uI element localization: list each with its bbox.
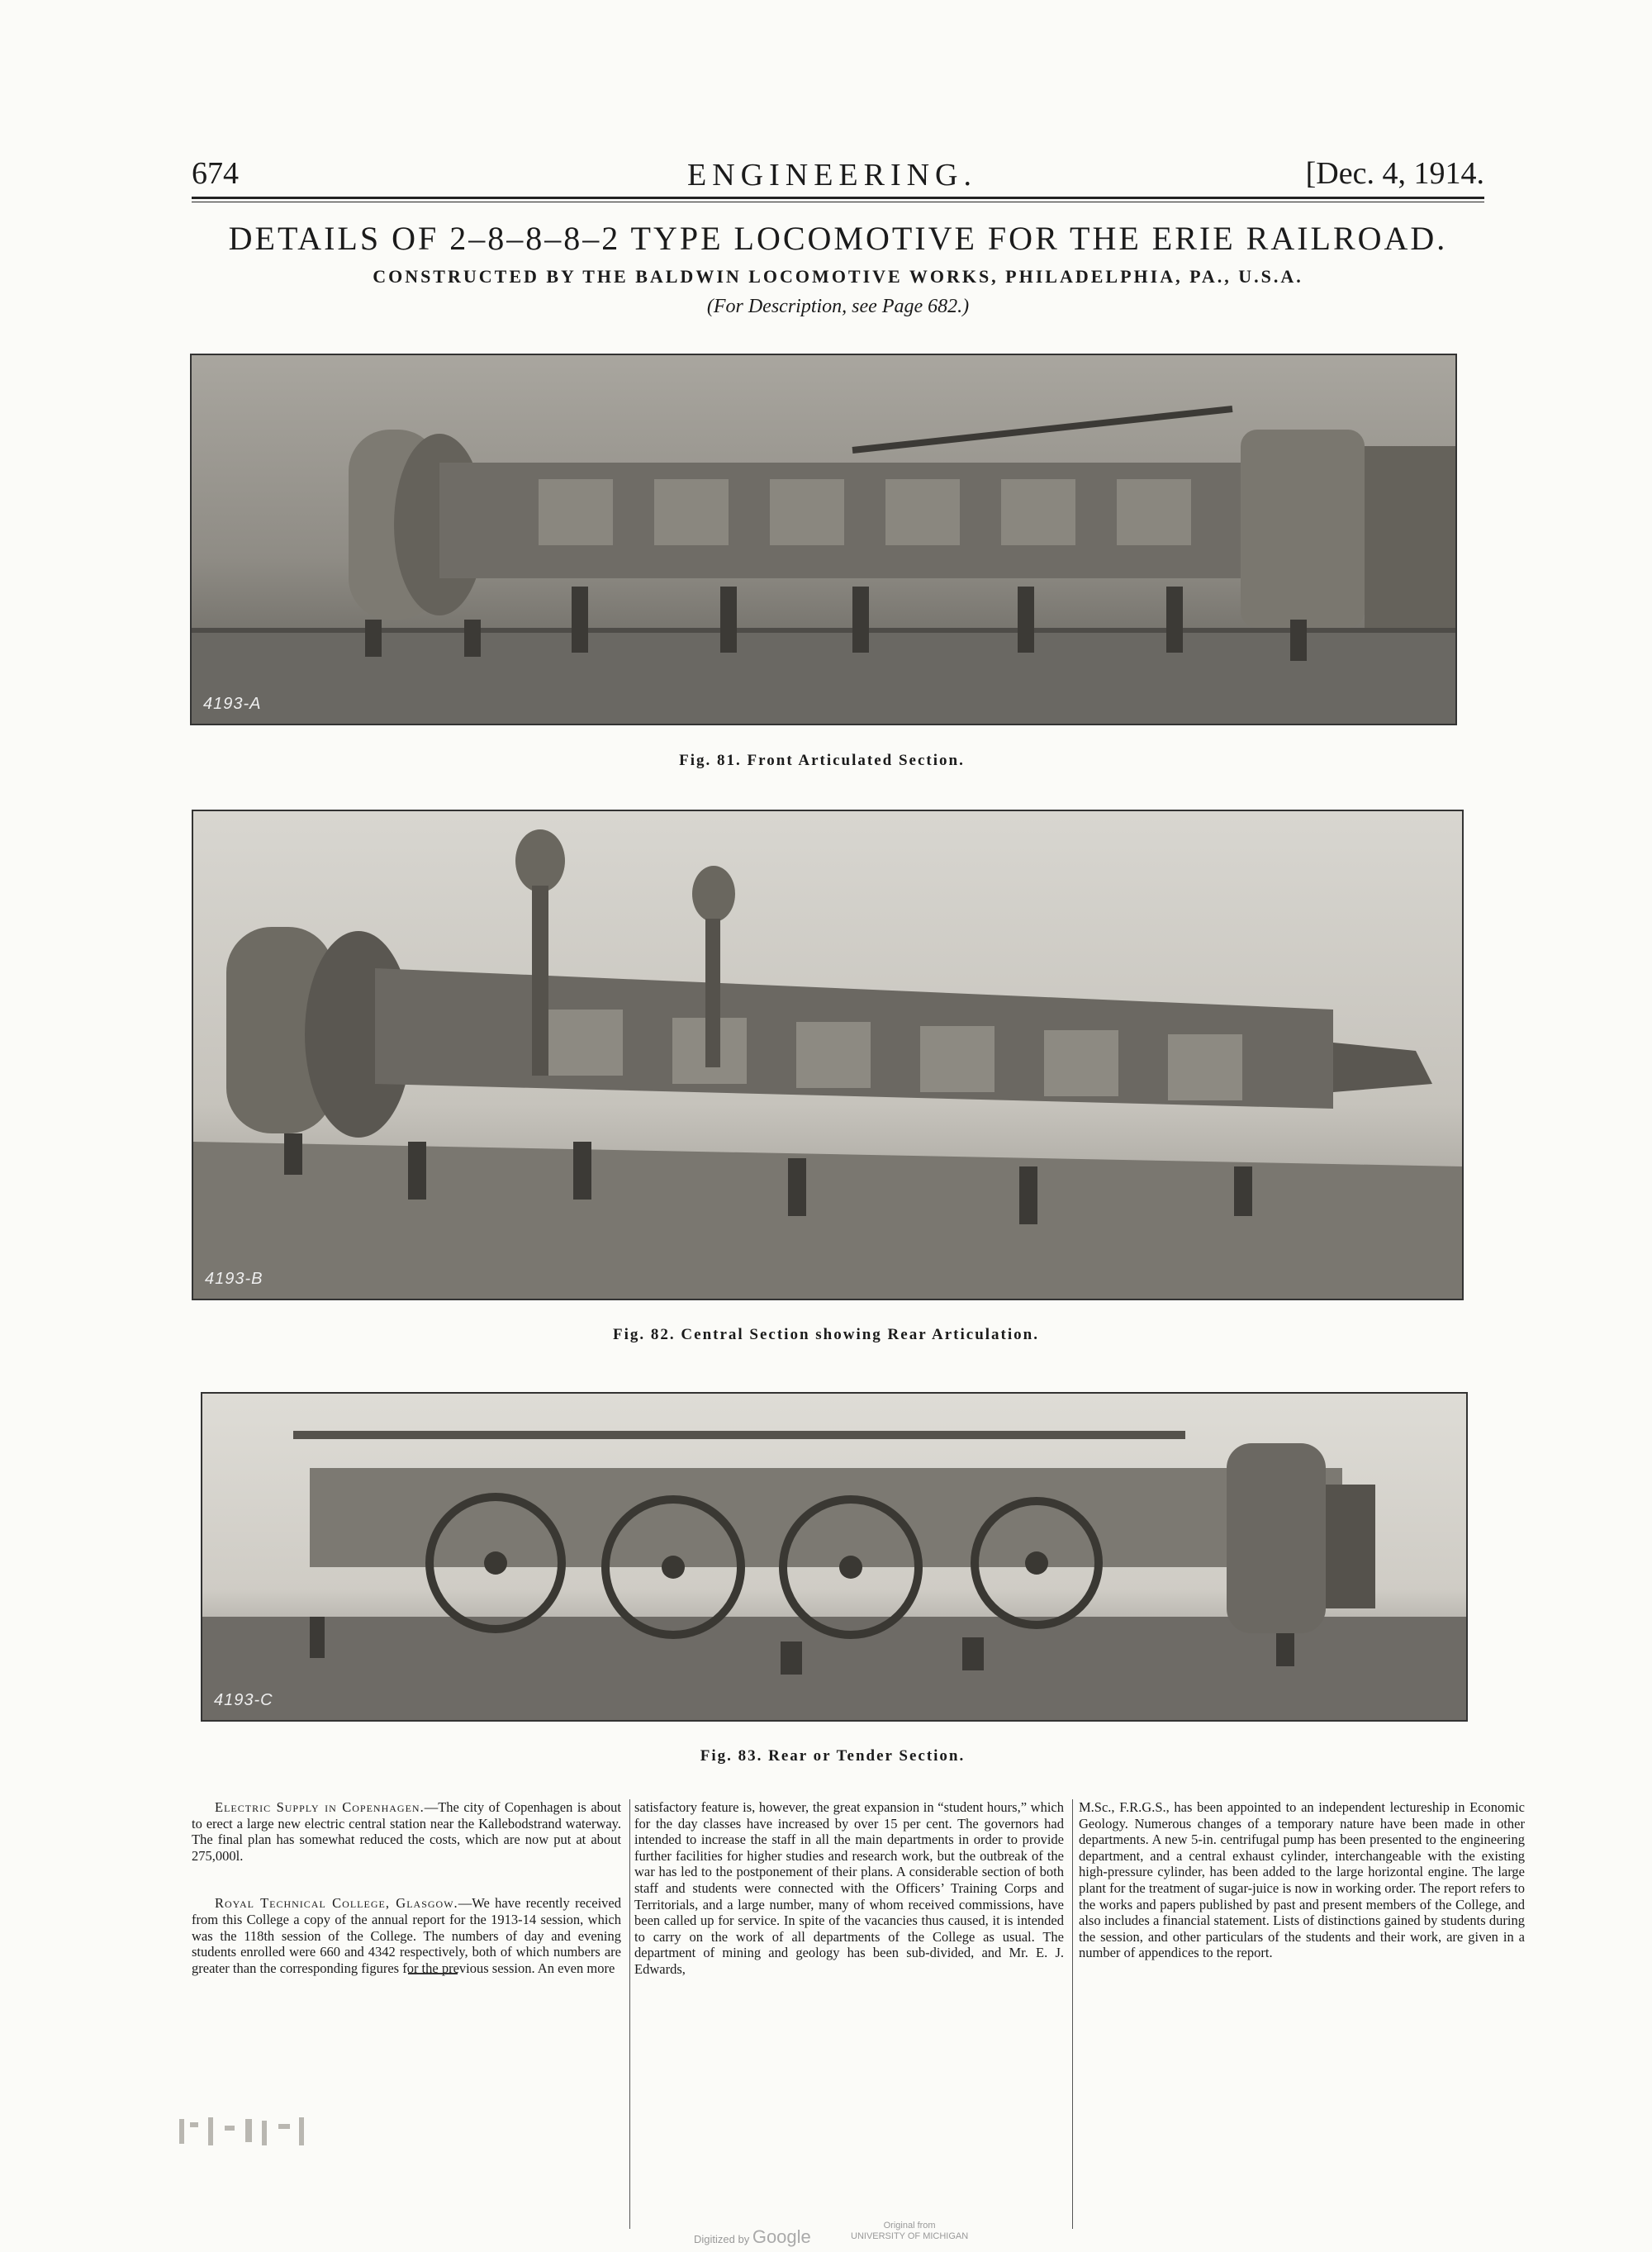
column-divider (629, 1799, 630, 2229)
digitized-by (694, 2226, 811, 2248)
header-rule (192, 197, 1484, 199)
university-name: UNIVERSITY OF MICHIGAN (851, 2231, 969, 2241)
figure-82-photo (192, 810, 1464, 1300)
front-articulated-section-illustration (192, 355, 1455, 724)
digitized-by-label: Digitized by (694, 2233, 750, 2245)
body-glasgow-part-2: satisfactory feature is, however, the great expansion in “student hours,” which for the day classes have increased by over 15 per cent. The governors had intended to increase the staff in all the main departments in order to provide further facilities for higher studies and research work, but the outbreak of the war has led to the postponement of their plans. A considerable section of both staff and students were connected with the Officers’ Training Corps and Territorials, and a large number, many of whom received commissions, have been called up for service. In spite of the vacancies thus caused, it is intended to carry on the work of all departments of the College as usual. The department of mining and geology has been sub-divided, and Mr. E. J. Edwards, (634, 1799, 1064, 1977)
page-number: 674 (192, 156, 239, 191)
body-glasgow-part-1: —We have recently received from this College a copy of the annual report for the 1913-14 session, which was the 118th session of the College. The numbers of day and evening students enrolled were 660 and 4342 respectively, both of which numbers are greater than the corresponding figures for the previous session. An even more (192, 1895, 621, 1976)
text-column-3 (1079, 1799, 1525, 1961)
figure-83-photo (201, 1392, 1468, 1722)
library-stamp-mark (175, 2111, 324, 2160)
heading-glasgow: Royal Technical College, Glasgow. (215, 1895, 458, 1912)
article-subtitle: CONSTRUCTED BY THE BALDWIN LOCOMOTIVE WORKS, PHILADELPHIA, PA., U.S.A. (373, 266, 1303, 287)
page-header (192, 155, 1484, 192)
paragraph-glasgow (192, 1895, 621, 1976)
figure-81-caption: Fig. 81. Front Articulated Section. (679, 752, 965, 769)
text-column-2 (634, 1799, 1064, 1978)
figure-83-caption: Fig. 83. Rear or Tender Section. (700, 1747, 966, 1765)
figure-82-caption: Fig. 82. Central Section showing Rear Articulation. (613, 1326, 1039, 1343)
issue-date: [Dec. 4, 1914. (1305, 156, 1484, 191)
description-reference: (For Description, see Page 682.) (706, 296, 970, 317)
figure-81-photo (190, 354, 1457, 725)
heading-copenhagen: Electric Supply in Copenhagen. (215, 1799, 425, 1815)
original-from (851, 2221, 968, 2242)
text-column-1 (192, 1799, 621, 1976)
plate-number: 4193-C (214, 1691, 273, 1709)
google-wordmark: Google (752, 2226, 811, 2247)
section-rule (408, 1973, 458, 1974)
paragraph-copenhagen (192, 1799, 621, 1864)
plate-number: 4193-A (203, 695, 262, 713)
body-copenhagen: —The city of Copenhagen is about to erect a large new electric central station near the Kallebodstrand waterway. The final plan has somewhat reduced the costs, which are now put at about 275,000l. (192, 1799, 622, 1864)
body-glasgow-part-3: M.Sc., F.R.G.S., has been appointed to an independent lectureship in Economic Geology. Numerous changes of a temporary nature have been made in other departments. A new 5-in. centrifugal pump has been presented to the engineering department, and a central exhaust cylinder, interchangeable with the existing high-pressure cylinder, has been added to the large horizontal engine. The large plant for the treatment of sugar-juice is now in working order. The report refers to the works and papers published by past and present members of the College, and also includes a financial statement. Lists of distinctions gained by students during the session, and other particulars of the students and their work, are given in a number of appendices to the report. (1079, 1799, 1525, 1961)
central-section-illustration (193, 811, 1462, 1299)
journal-title: ENGINEERING. (687, 158, 978, 192)
original-from-label: Original from (883, 2221, 936, 2231)
column-divider (1072, 1799, 1073, 2229)
plate-number: 4193-B (205, 1270, 263, 1288)
article-title: DETAILS OF 2–8–8–8–2 TYPE LOCOMOTIVE FOR THE ERIE RAILROAD. (228, 220, 1448, 257)
rear-tender-section-illustration (202, 1394, 1466, 1720)
